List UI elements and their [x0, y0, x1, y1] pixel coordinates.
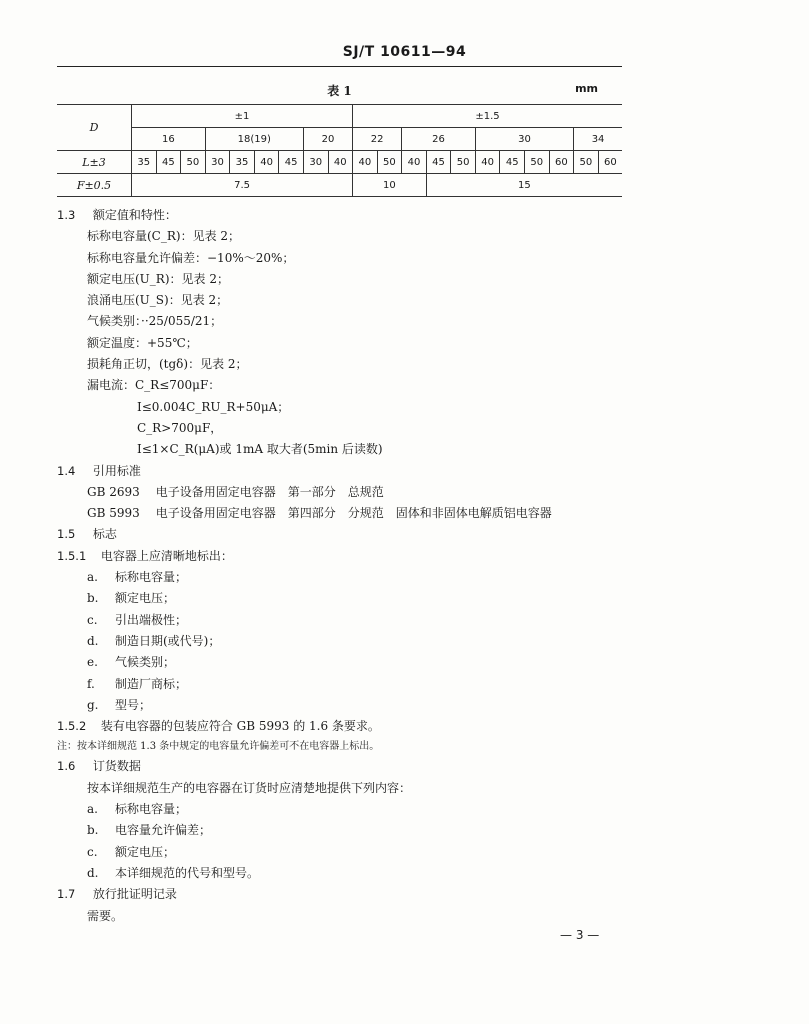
section-number: 1.7: [57, 887, 76, 902]
section-heading: [57, 205, 637, 226]
list-item: c. 引出端极性；: [87, 612, 188, 627]
length-cell: 50: [377, 151, 402, 174]
length-cell: 40: [402, 151, 427, 174]
diameter-cell: 18(19): [205, 128, 303, 151]
reference-code: GB 2693: [87, 484, 140, 499]
table-row: [57, 128, 622, 151]
length-cell: 50: [525, 151, 550, 174]
reference-code: GB 5993: [87, 506, 140, 521]
reference-line: [57, 482, 637, 503]
diameter-cell: 34: [574, 128, 622, 151]
f-cell: 10: [353, 174, 427, 197]
list-item: a. 标称电容量；: [87, 802, 188, 817]
formula-line: C_R>700μF，: [137, 420, 223, 435]
tolerance-group: ±1.5: [353, 105, 622, 128]
diameter-cell: 16: [132, 128, 206, 151]
section-title: 标志: [92, 527, 117, 542]
length-cell: 30: [205, 151, 230, 174]
spec-line: 标称电容量允许偏差：−10%～20%；: [87, 250, 295, 265]
subsection-heading: [57, 546, 637, 567]
section-heading: [57, 884, 637, 905]
f-cell: 15: [426, 174, 622, 197]
length-cell: 45: [426, 151, 451, 174]
reference-title: 电子设备用固定电容器 第四部分 分规范 固体和非固体电解质铝电容器: [155, 506, 552, 521]
section-heading: [57, 461, 637, 482]
section-title: 引用标准: [92, 463, 141, 478]
diameter-cell: 26: [402, 128, 476, 151]
section-title: 放行批证明记录: [92, 887, 177, 902]
section-heading: [57, 756, 637, 777]
diameter-cell: 30: [475, 128, 573, 151]
subsection-number: 1.5.2: [57, 719, 87, 734]
spec-line: 漏电流：C_R≤700μF：: [87, 378, 221, 393]
diameter-cell: 20: [303, 128, 352, 151]
list-item: d. 本详细规范的代号和型号。: [87, 865, 260, 880]
paragraph: 需要。: [87, 908, 124, 923]
section-title: 订货数据: [92, 759, 141, 774]
length-cell: 35: [132, 151, 157, 174]
length-cell: 40: [328, 151, 353, 174]
list-item: d. 制造日期(或代号)；: [87, 633, 221, 648]
reference-title: 电子设备用固定电容器 第一部分 总规范: [155, 484, 384, 499]
length-cell: 40: [353, 151, 378, 174]
dimension-table: [57, 104, 622, 197]
length-cell: 50: [451, 151, 476, 174]
row-label-l: L±3: [57, 151, 132, 174]
row-label-d: D: [57, 105, 132, 151]
diameter-cell: 22: [353, 128, 402, 151]
length-cell: 40: [254, 151, 279, 174]
length-cell: 50: [574, 151, 599, 174]
table-row: [57, 105, 622, 128]
page-number: — 3 —: [560, 928, 600, 942]
length-cell: 60: [549, 151, 574, 174]
section-heading: [57, 524, 637, 545]
document-code: SJ/T 10611—94: [342, 44, 467, 60]
paragraph: 按本详细规范生产的电容器在订货时应清楚地提供下列内容：: [87, 780, 412, 795]
subsection-number: 1.5.1: [57, 548, 87, 563]
table-row: [57, 174, 622, 197]
subsection-title: 电容器上应清晰地标出：: [100, 548, 233, 563]
reference-line: [57, 503, 637, 524]
list-item: a. 标称电容量；: [87, 570, 188, 585]
length-cell: 45: [156, 151, 181, 174]
formula-line: I≤1×C_R(μA)或 1mA 取大者(5min 后读数): [137, 442, 383, 457]
tolerance-group: ±1: [132, 105, 353, 128]
length-cell: 60: [598, 151, 622, 174]
subsection-heading: [57, 716, 637, 737]
length-cell: 50: [181, 151, 206, 174]
table-unit: mm: [575, 82, 598, 95]
spec-line: 浪涌电压(U_S)：见表 2；: [87, 293, 229, 308]
note-line: 注：按本详细规范 1.3 条中规定的电容量允许偏差可不在电容器上标出。: [57, 741, 380, 753]
length-cell: 45: [500, 151, 525, 174]
table-caption: 表 1: [327, 84, 352, 98]
length-cell: 40: [475, 151, 500, 174]
section-number: 1.3: [57, 208, 76, 222]
spec-line: 额定电压(U_R)：见表 2；: [87, 271, 229, 286]
table-caption-bar: [57, 82, 622, 100]
section-number: 1.4: [57, 463, 76, 478]
section-number: 1.6: [57, 759, 76, 774]
formula-line: I≤0.004C_RU_R+50μA；: [137, 399, 290, 414]
length-cell: 35: [230, 151, 255, 174]
spec-line: 气候类别：··25/055/21；: [87, 314, 223, 329]
spec-line: 额定温度：+55℃；: [87, 335, 198, 350]
length-cell: 30: [303, 151, 328, 174]
list-item: f. 制造厂商标；: [87, 676, 188, 691]
section-number: 1.5: [57, 527, 76, 542]
table-row: [57, 151, 622, 174]
header-rule: [57, 66, 622, 67]
subsection-text: 装有电容器的包装应符合 GB 5993 的 1.6 条要求。: [100, 719, 380, 734]
list-item: b. 电容量允许偏差；: [87, 823, 212, 838]
document-body: [57, 205, 637, 927]
spec-line: 标称电容量(C_R)：见表 2；: [87, 229, 241, 244]
list-item: c. 额定电压；: [87, 844, 176, 859]
list-item: b. 额定电压；: [87, 591, 176, 606]
list-item: g. 型号；: [87, 697, 152, 712]
section-title: 额定值和特性：: [92, 208, 177, 222]
spec-line: 损耗角正切，(tgδ)：见表 2；: [87, 357, 248, 372]
f-cell: 7.5: [132, 174, 353, 197]
row-label-f: F±0.5: [57, 174, 132, 197]
length-cell: 45: [279, 151, 304, 174]
list-item: e. 气候类别；: [87, 655, 176, 670]
